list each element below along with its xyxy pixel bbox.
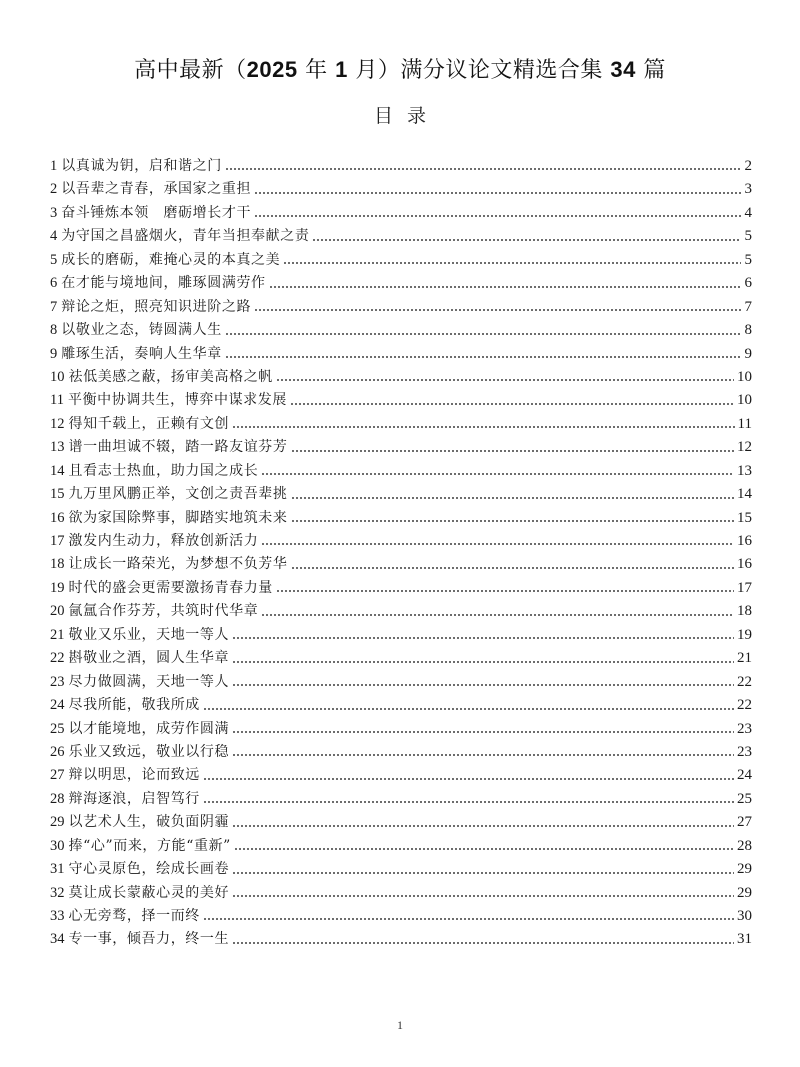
- toc-entry-title[interactable]: 谱一曲坦诚不辍，踏一路友谊芬芳: [68, 439, 288, 456]
- toc-entry-title[interactable]: 以真诚为钥，启和谐之门: [61, 158, 222, 174]
- toc-entry-title[interactable]: 辩海逐浪，启智笃行: [68, 790, 200, 807]
- toc-entry[interactable]: [50, 319, 752, 342]
- toc-entry-number: 18: [50, 556, 65, 573]
- page-number: 1: [397, 1018, 403, 1032]
- toc-entry[interactable]: [50, 272, 752, 295]
- toc-entry[interactable]: [50, 694, 752, 717]
- toc-entry-number: 4: [50, 228, 58, 245]
- toc-entry-number: 20: [50, 603, 65, 620]
- toc-entry-title[interactable]: 激发内生动力，释放创新活力: [68, 533, 259, 549]
- toc-entry-title[interactable]: 尽力做圆满，天地一等人: [68, 673, 230, 690]
- dot-leader: [291, 448, 735, 454]
- toc-entry-title[interactable]: 以艺术人生，破负面阴霾: [68, 814, 230, 831]
- toc-entry-page[interactable]: 22: [737, 673, 752, 690]
- toc-entry-title[interactable]: 奋斗锤炼本领 磨砺增长才干: [61, 204, 252, 221]
- toc-entry-title[interactable]: 辩以明思，论而致远: [68, 767, 200, 784]
- toc-entry[interactable]: [50, 600, 752, 623]
- toc-entry-page[interactable]: 24: [737, 767, 752, 784]
- toc-entry-title[interactable]: 时代的盛会更需要激扬青春力量: [68, 579, 273, 596]
- toc-entry-number: 25: [50, 720, 65, 737]
- toc-entry-page[interactable]: 30: [737, 908, 752, 924]
- toc-entry-title[interactable]: 成长的磨砺，难掩心灵的本真之美: [61, 251, 281, 268]
- toc-entry-page[interactable]: 25: [737, 790, 752, 807]
- dot-leader: [276, 588, 734, 594]
- toc-entry-page[interactable]: 11: [737, 415, 752, 432]
- toc-entry-number: 15: [50, 486, 65, 503]
- dot-leader: [225, 331, 741, 337]
- toc-entry[interactable]: [50, 671, 752, 694]
- toc-entry-number: 24: [50, 697, 65, 714]
- dot-leader: [203, 916, 734, 922]
- toc-entry[interactable]: [50, 483, 752, 506]
- toc-entry-title[interactable]: 为守国之昌盛烟火，青年当担奉献之责: [61, 228, 310, 245]
- toc-entry-number: 8: [50, 322, 58, 339]
- toc-entry[interactable]: [50, 647, 752, 670]
- toc-entry-page[interactable]: 3: [744, 181, 752, 198]
- toc-entry[interactable]: [50, 553, 752, 576]
- toc-entry-page[interactable]: 10: [737, 392, 752, 409]
- toc-entry-page[interactable]: 2: [744, 158, 752, 174]
- toc-entry-title[interactable]: 欲为家国除弊事，脚踏实地筑未来: [68, 509, 288, 526]
- toc-entry[interactable]: [50, 624, 752, 647]
- toc-entry-page[interactable]: 5: [744, 228, 752, 245]
- toc-entry[interactable]: [50, 389, 752, 412]
- toc-entry-number: 16: [50, 509, 65, 526]
- toc-entry[interactable]: [50, 296, 752, 319]
- dot-leader: [232, 635, 734, 641]
- dot-leader: [254, 213, 741, 219]
- toc-entry-page[interactable]: 13: [737, 462, 752, 479]
- dot-leader: [232, 870, 734, 876]
- toc-entry[interactable]: [50, 343, 752, 366]
- toc-entry-title[interactable]: 祛低美感之蔽，扬审美高格之帆: [68, 368, 273, 385]
- title-year: 2025: [246, 56, 298, 82]
- toc-entry-page[interactable]: 5: [744, 251, 752, 268]
- toc-entry-page[interactable]: 29: [737, 861, 752, 878]
- toc-entry-title[interactable]: 专一事，倾吾力，终一生: [68, 931, 230, 948]
- dot-leader: [232, 752, 734, 758]
- toc-entry-page[interactable]: 14: [737, 486, 752, 503]
- dot-leader: [203, 706, 734, 712]
- dot-leader: [232, 659, 734, 665]
- toc-entry-number: 13: [50, 439, 65, 456]
- toc-entry[interactable]: [50, 764, 752, 787]
- toc-entry[interactable]: [50, 225, 752, 248]
- dot-leader: [232, 940, 734, 946]
- toc-entry[interactable]: [50, 835, 752, 858]
- toc-entry-page[interactable]: 4: [744, 204, 752, 221]
- toc-entry-number: 14: [50, 462, 65, 479]
- toc-entry-number: 31: [50, 861, 65, 878]
- dot-leader: [254, 307, 741, 313]
- toc-entry-title[interactable]: 乐业又致远，敬业以行稳: [68, 743, 230, 760]
- toc-entry[interactable]: [50, 905, 752, 928]
- toc-entry-title[interactable]: 心无旁骛，择一而终: [68, 908, 200, 924]
- dot-leader: [261, 612, 734, 618]
- toc-entry-number: 22: [50, 650, 65, 667]
- toc-entry[interactable]: [50, 178, 752, 201]
- toc-entry-number: 23: [50, 673, 65, 690]
- dot-leader: [232, 823, 734, 829]
- toc-entry-page[interactable]: 23: [737, 743, 752, 760]
- toc-entry-title[interactable]: 辩论之炬，照亮知识进阶之路: [61, 298, 252, 315]
- title-text-year-unit: 年: [297, 57, 336, 83]
- title-text-middle: 月）满分议论文精选合集: [347, 57, 611, 83]
- toc-entry-number: 2: [50, 181, 58, 198]
- toc-entry-title[interactable]: 在才能与境地间，雕琢圆满劳作: [61, 275, 266, 292]
- toc-entry-page[interactable]: 15: [737, 509, 752, 526]
- title-text-suffix: 篇: [635, 57, 666, 83]
- toc-entry[interactable]: [50, 413, 752, 436]
- title-text-prefix: 高中最新（: [134, 57, 247, 83]
- toc-entry-page[interactable]: 22: [737, 697, 752, 714]
- toc-entry[interactable]: [50, 858, 752, 881]
- toc-entry-title[interactable]: 且看志士热血，助力国之成长: [68, 462, 259, 479]
- toc-entry-title[interactable]: 捧“心”而来，方能“重新”: [68, 837, 231, 854]
- toc-entry-number: 19: [50, 579, 65, 596]
- dot-leader: [232, 893, 734, 899]
- toc-entry[interactable]: [50, 741, 752, 764]
- toc-entry-title[interactable]: 让成长一路荣光，为梦想不负芳华: [68, 556, 288, 573]
- toc-entry-page[interactable]: 21: [737, 650, 752, 667]
- toc-entry-page[interactable]: 29: [737, 884, 752, 901]
- dot-leader: [312, 237, 741, 243]
- toc-entry-title[interactable]: 以敬业之态，铸圆满人生: [61, 322, 222, 339]
- toc-entry[interactable]: [50, 507, 752, 530]
- toc-entry-page[interactable]: 8: [744, 322, 752, 339]
- toc-entry-number: 10: [50, 368, 65, 385]
- toc-entry-page[interactable]: 28: [737, 837, 752, 854]
- dot-leader: [232, 682, 734, 688]
- dot-leader: [291, 495, 735, 501]
- toc-entry-number: 34: [50, 931, 65, 948]
- toc-entry[interactable]: [50, 366, 752, 389]
- toc-entry-number: 9: [50, 345, 58, 362]
- toc-entry[interactable]: [50, 577, 752, 600]
- dot-leader: [225, 166, 741, 172]
- toc-entry-page[interactable]: 10: [737, 368, 752, 385]
- dot-leader: [225, 354, 741, 360]
- toc-entry-title[interactable]: 平衡中协调共生，博弈中谋求发展: [67, 392, 287, 409]
- toc-entry-title[interactable]: 氤氲合作芬芳，共筑时代华章: [68, 603, 259, 620]
- title-month: 1: [335, 56, 348, 82]
- toc-entry-number: 1: [50, 158, 58, 174]
- toc-entry-number: 21: [50, 626, 65, 643]
- toc-entry-number: 5: [50, 251, 58, 268]
- toc-entry-page[interactable]: 6: [744, 275, 752, 292]
- toc-entry[interactable]: [50, 530, 752, 553]
- toc-entry-number: 11: [50, 392, 64, 409]
- dot-leader: [291, 518, 735, 524]
- toc-entry-page[interactable]: 31: [737, 931, 752, 948]
- toc-entry-title[interactable]: 九万里风鹏正举，文创之责吾辈挑: [68, 486, 288, 503]
- dot-leader: [203, 799, 734, 805]
- toc-entry[interactable]: [50, 718, 752, 741]
- dot-leader: [291, 565, 735, 571]
- toc-entry-title[interactable]: 以吾辈之青春，承国家之重担: [61, 181, 252, 198]
- toc-entry[interactable]: [50, 155, 752, 178]
- dot-leader: [269, 284, 741, 290]
- toc-entry-page[interactable]: 12: [737, 439, 752, 456]
- toc-entry-number: 32: [50, 884, 65, 901]
- dot-leader: [276, 377, 734, 383]
- toc-entry-number: 26: [50, 743, 65, 760]
- toc-entry-number: 30: [50, 837, 65, 854]
- toc-entry-page[interactable]: 18: [737, 603, 752, 620]
- toc-entry[interactable]: [50, 882, 752, 905]
- toc-entry-title[interactable]: 斟敬业之酒，圆人生华章: [68, 650, 230, 667]
- toc-entry-page[interactable]: 27: [737, 814, 752, 831]
- toc-entry-page[interactable]: 23: [737, 720, 752, 737]
- toc-heading: 目录: [373, 105, 440, 127]
- toc-entry[interactable]: [50, 249, 752, 272]
- dot-leader: [232, 424, 734, 430]
- toc-entry-title[interactable]: 尽我所能，敬我所成: [68, 697, 200, 714]
- toc-entry[interactable]: [50, 788, 752, 811]
- toc-entry-page[interactable]: 9: [744, 345, 752, 362]
- toc-entry-number: 33: [50, 908, 65, 924]
- toc-entry-page[interactable]: 16: [737, 533, 752, 549]
- toc-entry[interactable]: [50, 436, 752, 459]
- toc-entry-number: 3: [50, 204, 58, 221]
- toc-entry-number: 29: [50, 814, 65, 831]
- toc-entry-number: 12: [50, 415, 65, 432]
- toc-entry-page[interactable]: 19: [737, 626, 752, 643]
- toc-entry-number: 6: [50, 275, 58, 292]
- dot-leader: [283, 260, 741, 266]
- dot-leader: [254, 190, 741, 196]
- toc-entry[interactable]: [50, 202, 752, 225]
- toc-entry-page[interactable]: 17: [737, 579, 752, 596]
- toc-entry-title[interactable]: 得知千载上，正赖有文创: [68, 415, 230, 432]
- toc-entry-title[interactable]: 雕琢生活，奏响人生华章: [61, 345, 222, 362]
- dot-leader: [261, 541, 734, 547]
- document-title: [0, 53, 800, 84]
- toc-entry-number: 17: [50, 533, 65, 549]
- toc-entry-title[interactable]: 守心灵原色，绘成长画卷: [68, 861, 230, 878]
- toc-entry-page[interactable]: 16: [737, 556, 752, 573]
- toc-entry-title[interactable]: 以才能境地，成劳作圆满: [68, 720, 230, 737]
- toc-entry-page[interactable]: 7: [744, 298, 752, 315]
- dot-leader: [203, 776, 734, 782]
- toc-entry-number: 7: [50, 298, 58, 315]
- dot-leader: [232, 729, 734, 735]
- toc-entry[interactable]: [50, 928, 752, 951]
- dot-leader: [234, 846, 734, 852]
- toc-entry-title[interactable]: 莫让成长蒙蔽心灵的美好: [68, 884, 230, 901]
- toc-entry-number: 28: [50, 790, 65, 807]
- toc-entry[interactable]: [50, 811, 752, 834]
- title-count: 34: [610, 56, 636, 82]
- dot-leader: [290, 401, 734, 407]
- dot-leader: [261, 471, 734, 477]
- toc-entry-title[interactable]: 敬业又乐业，天地一等人: [68, 626, 230, 643]
- toc-entry-number: 27: [50, 767, 65, 784]
- table-of-contents: [50, 155, 752, 952]
- toc-entry[interactable]: [50, 460, 752, 483]
